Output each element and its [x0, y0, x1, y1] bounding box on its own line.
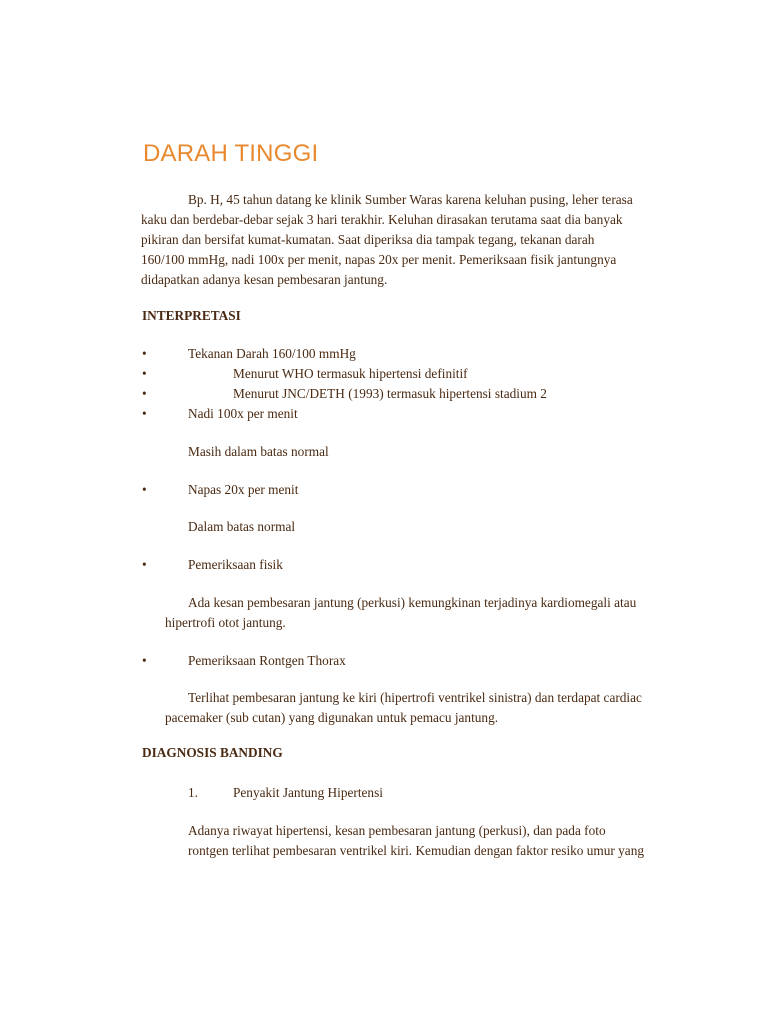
intro-line: didapatkan adanya kesan pembesaran jantung.	[141, 272, 388, 287]
diagnosis-text-line: Adanya riwayat hipertensi, kesan pembesaran jantung (perkusi), dan pada foto	[188, 823, 606, 838]
rontgen-note-line: Terlihat pembesaran jantung ke kiri (hipertrofi ventrikel sinistra) dan terdapat cardiac	[188, 690, 642, 705]
napas-note: Dalam batas normal	[188, 519, 296, 534]
bullet-icon: •	[142, 346, 147, 361]
bullet-icon: •	[142, 406, 147, 421]
list-item: Menurut JNC/DETH (1993) termasuk hipertensi stadium 2	[233, 386, 547, 401]
bullet-icon: •	[142, 557, 147, 572]
document-title: DARAH TINGGI	[143, 140, 319, 167]
intro-line: pikiran dan bersifat kumat-kumatan. Saat diperiksa dia tampak tegang, tekanan darah	[141, 232, 595, 247]
bullet-icon: •	[142, 366, 147, 381]
intro-line: 160/100 mmHg, nadi 100x per menit, napas 20x per menit. Pemeriksaan fisik jantungnya	[141, 252, 617, 267]
nadi-note: Masih dalam batas normal	[188, 444, 329, 459]
bullet-icon: •	[142, 482, 147, 497]
diagnosis-item-number: 1.	[188, 785, 198, 800]
list-item: Pemeriksaan fisik	[188, 557, 283, 572]
diagnosis-text-line: rontgen terlihat pembesaran ventrikel kiri. Kemudian dengan faktor resiko umur yang	[188, 843, 645, 858]
list-item: Pemeriksaan Rontgen Thorax	[188, 653, 346, 668]
diagnosis-item-title: Penyakit Jantung Hipertensi	[233, 785, 383, 800]
rontgen-note-line: pacemaker (sub cutan) yang digunakan untuk pemacu jantung.	[165, 710, 499, 725]
fisik-note-line: Ada kesan pembesaran jantung (perkusi) kemungkinan terjadinya kardiomegali atau	[188, 595, 637, 610]
list-item: Nadi 100x per menit	[188, 406, 298, 421]
list-item: Tekanan Darah 160/100 mmHg	[188, 346, 356, 361]
fisik-note-line: hipertrofi otot jantung.	[165, 615, 286, 630]
bullet-icon: •	[142, 653, 147, 668]
intro-line: kaku dan berdebar-debar sejak 3 hari terakhir. Keluhan dirasakan terutama saat dia banyak	[141, 212, 623, 227]
list-item: Napas 20x per menit	[188, 482, 299, 497]
list-item: Menurut WHO termasuk hipertensi definitif	[233, 366, 468, 381]
diagnosis-heading: DIAGNOSIS BANDING	[142, 745, 283, 760]
bullet-icon: •	[142, 386, 147, 401]
interpretasi-heading: INTERPRETASI	[142, 308, 241, 323]
intro-line: Bp. H, 45 tahun datang ke klinik Sumber Waras karena keluhan pusing, leher terasa	[188, 192, 633, 207]
